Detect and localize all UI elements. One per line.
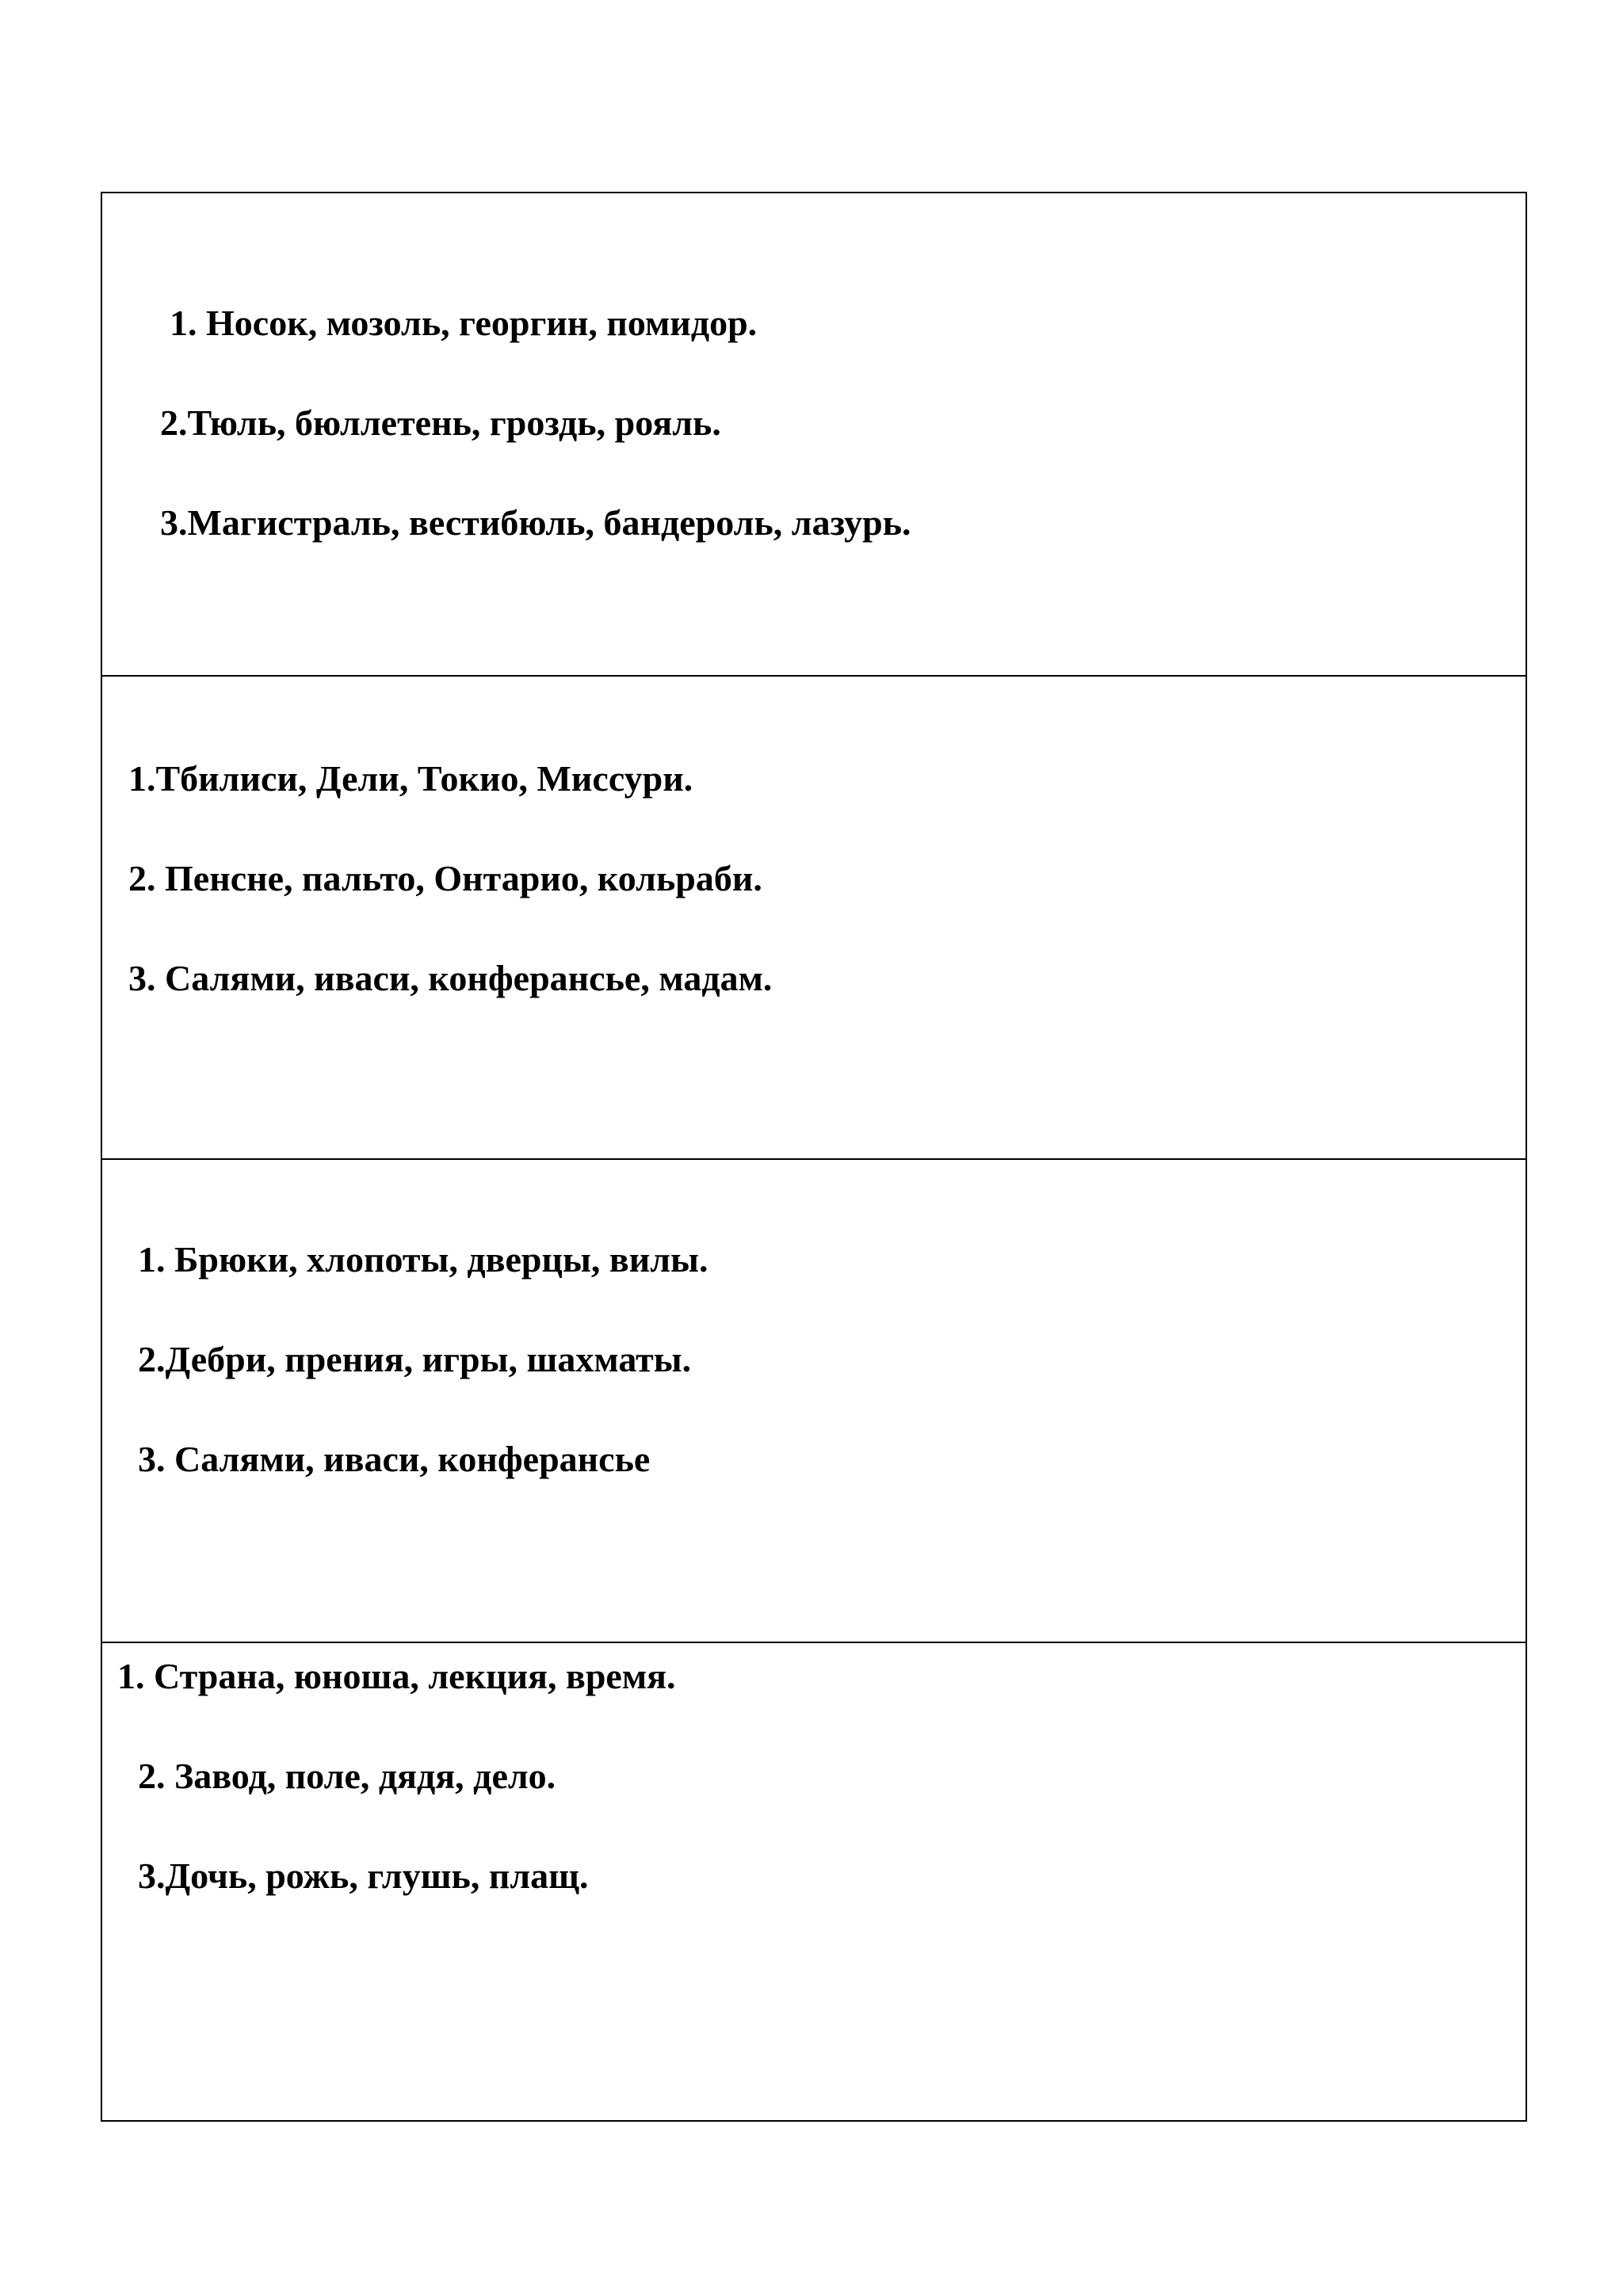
table-row-3	[102, 1160, 1526, 1643]
list-item: 3.Магистраль, вестибюль, бандероль, лазурь.	[160, 502, 911, 543]
list-item: 1. Страна, юноша, лекция, время.	[117, 1656, 676, 1696]
table-row-4	[102, 1643, 1526, 2122]
list-item: 3. Салями, иваси, конферансье	[138, 1439, 651, 1479]
list-item: 2. Завод, поле, дядя, дело.	[138, 1756, 556, 1796]
list-item: 2.Тюль, бюллетень, гроздь, рояль.	[160, 402, 721, 443]
list-item: 3.Дочь, рожь, глушь, плащ.	[138, 1855, 589, 1896]
list-item: 2.Дебри, прения, игры, шахматы.	[138, 1339, 692, 1379]
table-row-2	[102, 677, 1526, 1160]
list-item: 2. Пенсне, пальто, Онтарио, кольраби.	[128, 858, 762, 898]
list-item: 1. Носок, мозоль, георгин, помидор.	[170, 303, 758, 343]
list-item: 1.Тбилиси, Дели, Токио, Миссури.	[128, 758, 693, 799]
table-row-1	[102, 193, 1526, 677]
list-item: 3. Салями, иваси, конферансье, мадам.	[128, 958, 773, 998]
exercise-table	[101, 192, 1527, 2122]
list-item: 1. Брюки, хлопоты, дверцы, вилы.	[138, 1239, 708, 1280]
